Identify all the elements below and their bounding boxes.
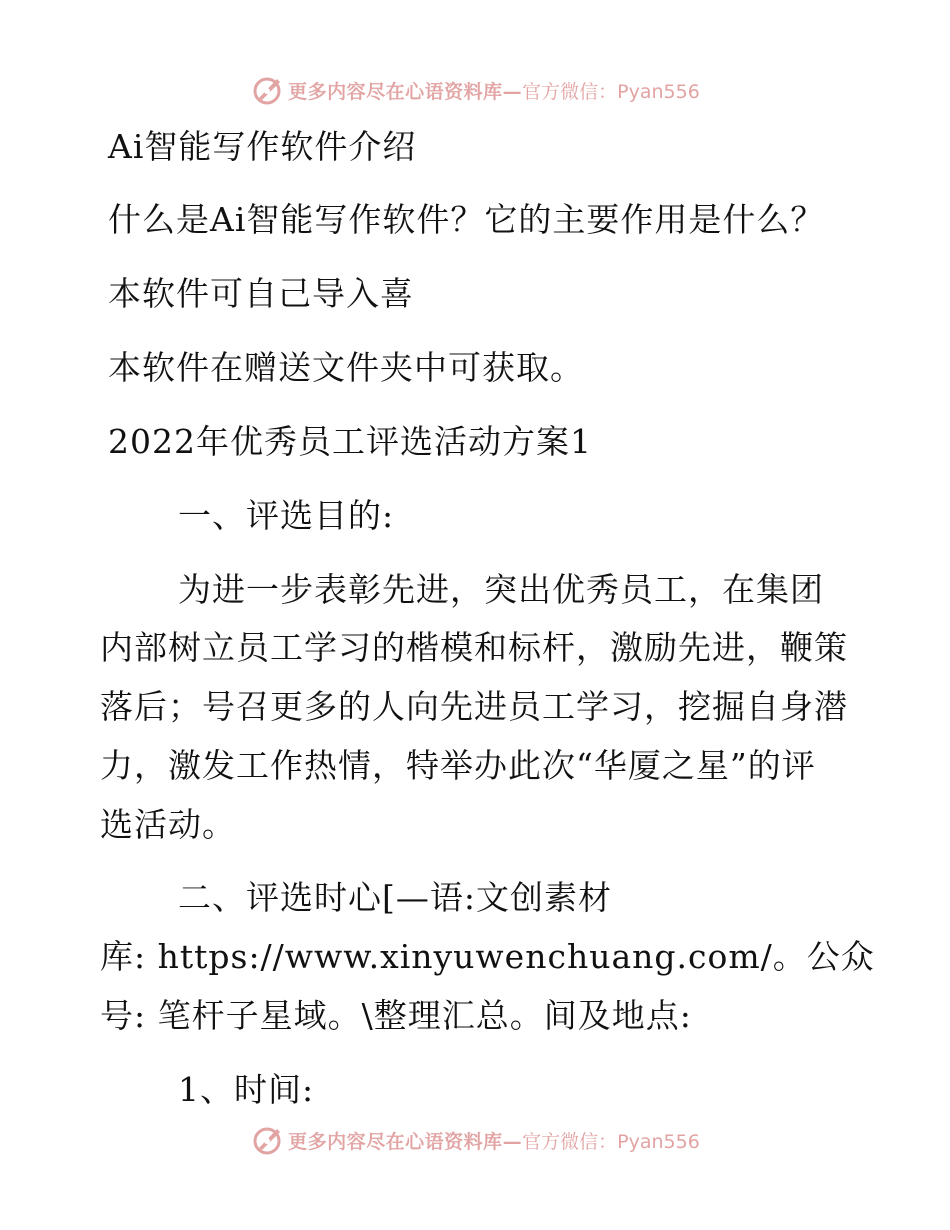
section-2-line-2: 库: https://www.xinyuwenchuang.com/。公众 [100, 937, 875, 976]
watermark-text-contact: 官方微信：Pyan556 [522, 80, 700, 103]
purpose-line-2: 内部树立员工学习的楷模和标杆，激励先进，鞭策 [100, 628, 848, 667]
quill-logo-icon [250, 1123, 284, 1157]
doc-title: Ai智能写作软件介绍 [108, 127, 417, 166]
doc-question: 什么是Ai智能写作软件？它的主要作用是什么？ [108, 200, 825, 239]
purpose-line-5: 选活动。 [100, 805, 236, 844]
quill-logo-icon [250, 73, 284, 107]
doc-heading: 2022年优秀员工评选活动方案1 [108, 422, 592, 461]
section-3-heading: 1、时间: [178, 1070, 315, 1109]
section-1-heading: 一、评选目的: [178, 496, 395, 535]
purpose-line-3: 落后；号召更多的人向先进员工学习，挖掘自身潜 [100, 687, 848, 726]
watermark-text: 更多内容尽在心语资料库— [288, 80, 523, 103]
watermark-banner-bottom [0, 1120, 950, 1160]
doc-paragraph-2: 本软件在赠送文件夹中可获取。 [108, 348, 584, 387]
watermark-text-contact: 官方微信：Pyan556 [522, 1130, 700, 1153]
purpose-line-1: 为进一步表彰先进，突出优秀员工，在集团 [178, 570, 824, 609]
doc-paragraph-1: 本软件可自己导入喜 [108, 274, 414, 313]
section-2-line-1: 二、评选时心[—语:文创素材 [178, 878, 612, 917]
section-2-line-3: 号: 笔杆子星域。\整理汇总。间及地点: [100, 996, 692, 1035]
watermark-text: 更多内容尽在心语资料库— [288, 1130, 523, 1153]
purpose-line-4: 力，激发工作热情，特举办此次“华厦之星”的评 [100, 746, 816, 785]
watermark-banner-top [0, 70, 950, 110]
